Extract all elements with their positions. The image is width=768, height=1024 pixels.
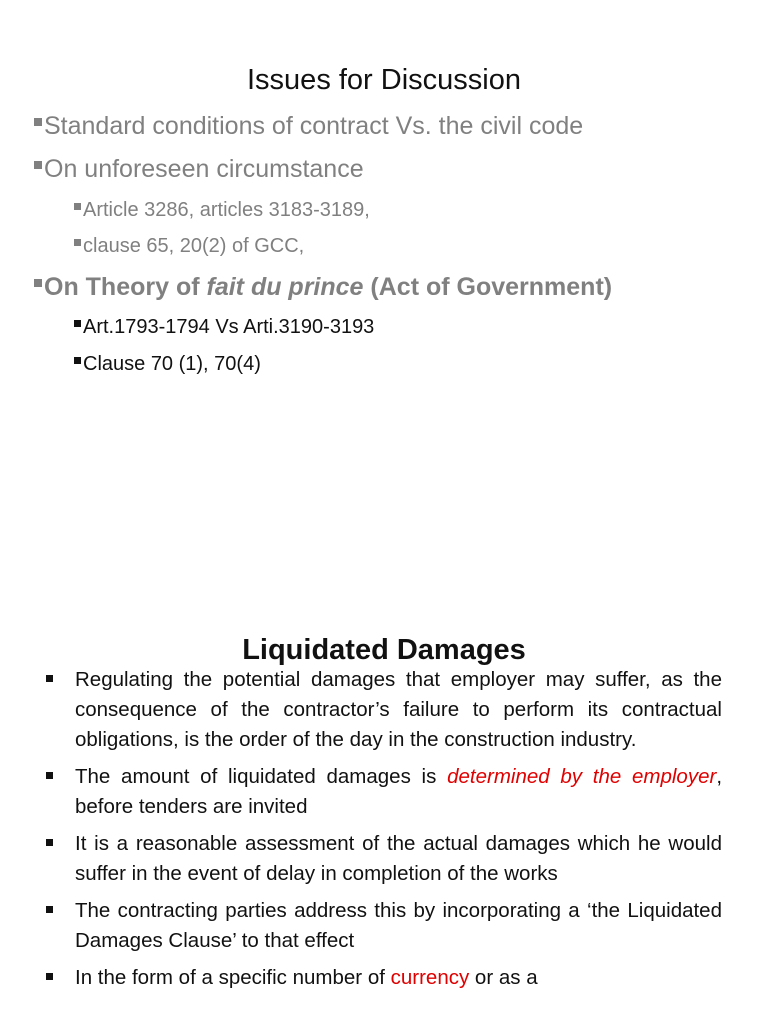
bullet-text-post: (Act of Government) bbox=[363, 273, 613, 301]
list-item-highlight: currency bbox=[390, 966, 470, 989]
bullet-square-icon bbox=[46, 772, 53, 779]
subbullet-clause-65 bbox=[74, 231, 304, 261]
slide-title: Liquidated Damages bbox=[242, 634, 526, 666]
bullet-fait-du-prince bbox=[34, 272, 612, 302]
bullet-square-icon bbox=[34, 161, 42, 169]
bullet-text: Clause 70 (1), 70(4) bbox=[83, 353, 261, 375]
bullet-text-pre: On Theory of bbox=[44, 273, 207, 301]
bullet-text-emphasis: fait du prince bbox=[206, 273, 364, 301]
bullet-square-icon bbox=[46, 973, 53, 980]
list-item bbox=[46, 963, 722, 993]
bullet-text: On unforeseen circumstance bbox=[44, 155, 364, 183]
list-item bbox=[46, 665, 722, 755]
bullet-square-icon bbox=[46, 906, 53, 913]
bullet-text: Standard conditions of contract Vs. the civil code bbox=[44, 112, 584, 140]
bullet-text: Art.1793-1794 Vs Arti.3190-3193 bbox=[83, 316, 375, 338]
list-item-text: The contracting parties address this by incorporating a ‘the Liquidated Damages Clause’ to that effect bbox=[75, 899, 722, 952]
list-item-text-pre: The amount of liquidated damages is bbox=[75, 765, 448, 788]
slide-title: Issues for Discussion bbox=[247, 64, 521, 96]
subbullet-clause-70 bbox=[74, 349, 261, 379]
bullet-square-icon bbox=[74, 203, 81, 210]
list-item-text: Regulating the potential damages that employer may suffer, as the consequence of the contractor’s failure to perform its contractual obligations, is the order of the day in the construction industry. bbox=[75, 668, 722, 751]
list-item-text-post: or as a bbox=[469, 966, 538, 989]
bullet-square-icon bbox=[46, 839, 53, 846]
bullet-square-icon bbox=[74, 239, 81, 246]
bullet-square-icon bbox=[34, 279, 42, 287]
subbullet-art-1793 bbox=[74, 312, 374, 342]
list-item-text-pre: In the form of a specific number of bbox=[75, 966, 391, 989]
list-item bbox=[46, 829, 722, 889]
liquidated-damages-list bbox=[46, 665, 722, 1000]
bullet-square-icon bbox=[46, 675, 53, 682]
list-item bbox=[46, 762, 722, 822]
list-item-highlight: determined by the employer bbox=[447, 765, 717, 788]
bullet-square-icon bbox=[34, 118, 42, 126]
bullet-text: clause 65, 20(2) of GCC, bbox=[83, 235, 305, 257]
bullet-text: Article 3286, articles 3183-3189, bbox=[83, 199, 370, 221]
bullet-square-icon bbox=[74, 320, 81, 327]
bullet-square-icon bbox=[74, 357, 81, 364]
subbullet-article-3286 bbox=[74, 195, 370, 225]
bullet-unforeseen-circumstance bbox=[34, 154, 364, 184]
list-item-text-post: , before tenders are invited bbox=[75, 765, 723, 818]
bullet-standard-conditions bbox=[34, 111, 583, 141]
list-item-text: It is a reasonable assessment of the actual damages which he would suffer in the event of delay in completion of the works bbox=[75, 832, 722, 885]
list-item bbox=[46, 896, 722, 956]
